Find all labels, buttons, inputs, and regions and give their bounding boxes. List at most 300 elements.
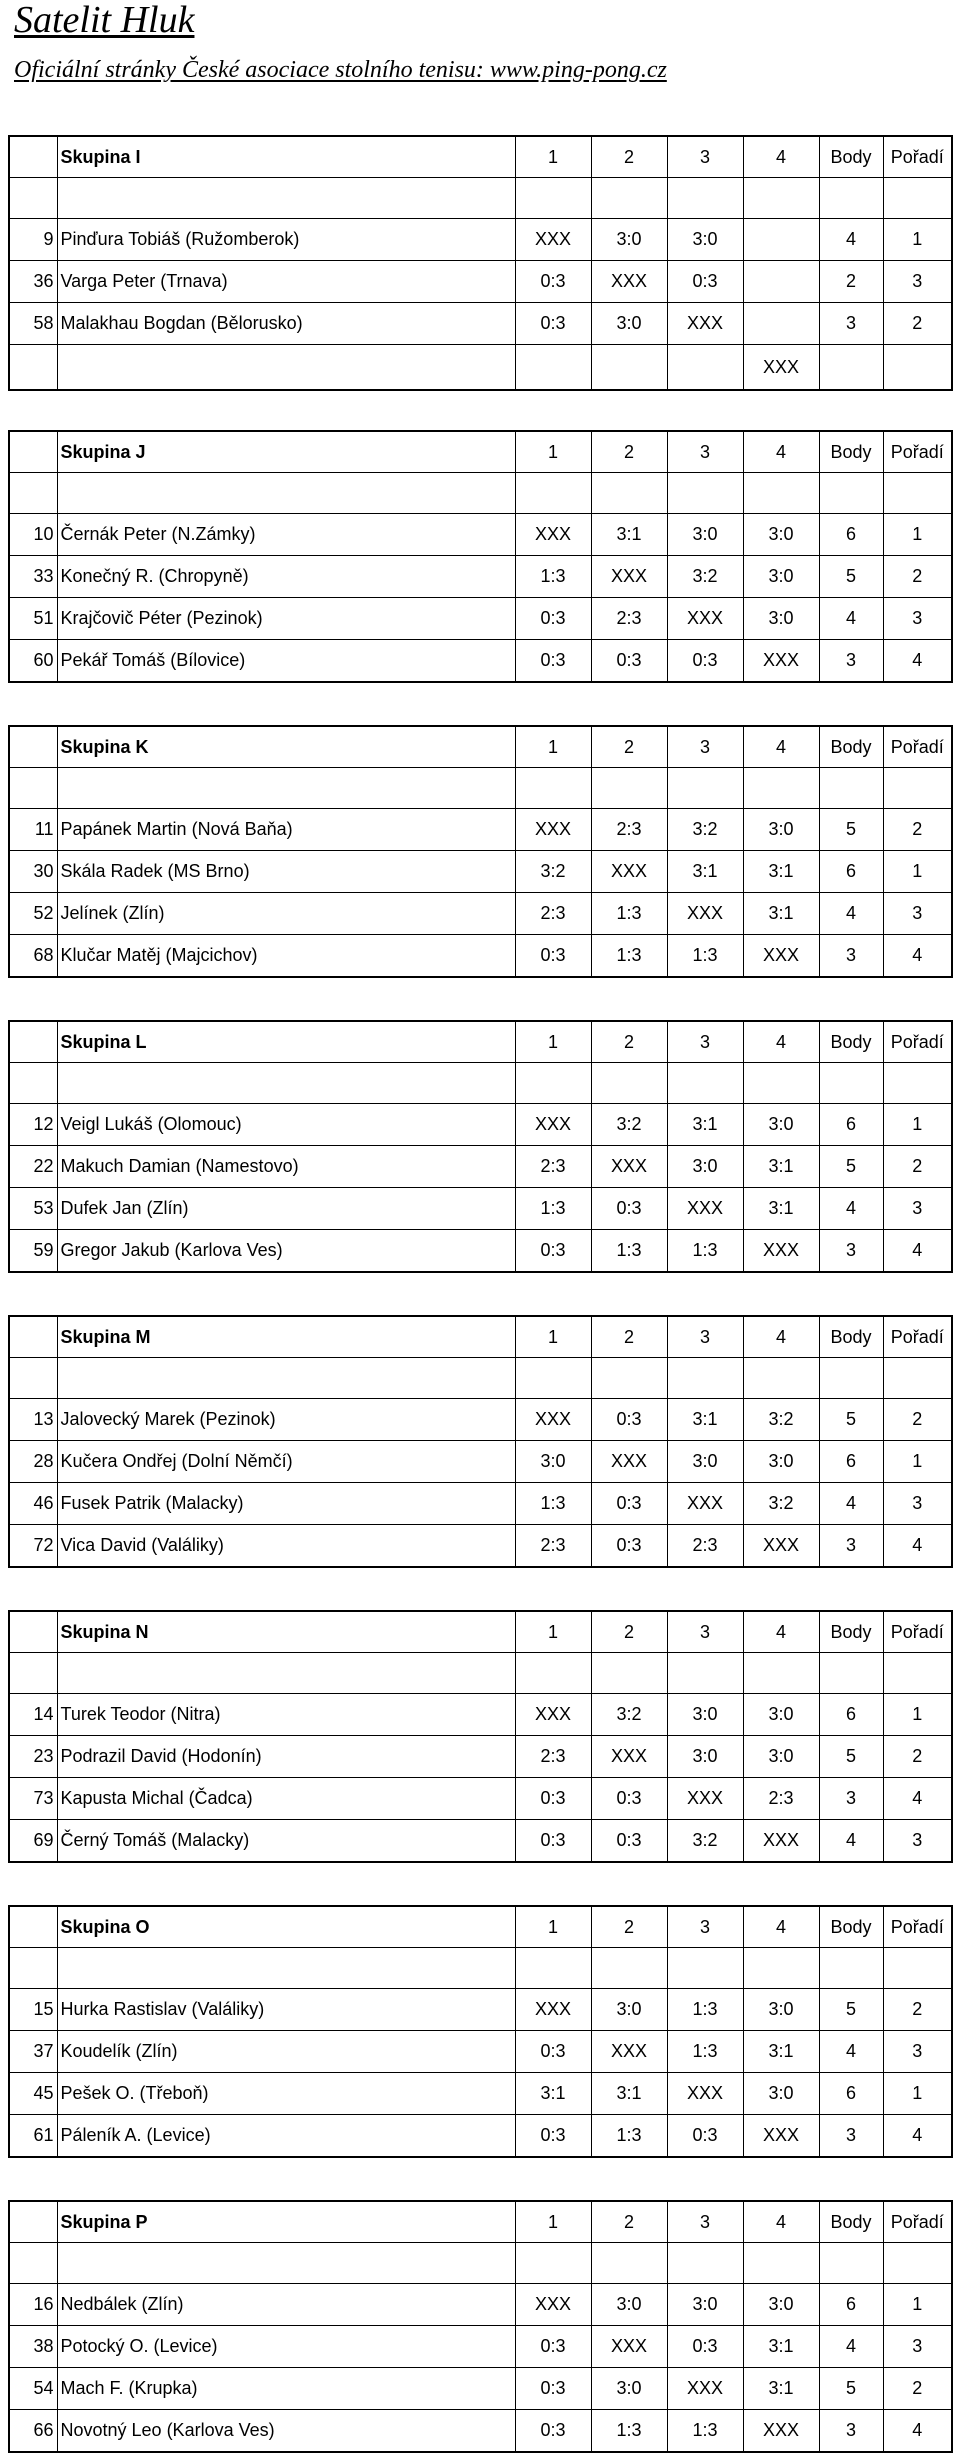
match-result-vs-1: 2:3 — [515, 1525, 591, 1568]
match-result-vs-4: XXX — [743, 1525, 819, 1568]
player-rank: 2 — [883, 556, 952, 598]
player-name: Krajčovič Péter (Pezinok) — [57, 598, 515, 640]
table-row — [9, 640, 952, 683]
player-rank: 4 — [883, 640, 952, 683]
player-name: Jelínek (Zlín) — [57, 893, 515, 935]
empty-cell — [515, 768, 591, 809]
match-result-vs-2: 3:0 — [591, 219, 667, 261]
match-result-vs-3: 3:2 — [667, 1820, 743, 1863]
spacer-row — [9, 2243, 952, 2284]
player-points: 5 — [819, 809, 883, 851]
match-result-vs-1: 0:3 — [515, 261, 591, 303]
match-result-vs-4: XXX — [743, 2410, 819, 2453]
player-points: 4 — [819, 893, 883, 935]
column-header-4: 4 — [743, 1906, 819, 1948]
table-row — [9, 598, 952, 640]
match-result-vs-3: 3:0 — [667, 1694, 743, 1736]
match-result-vs-3: 3:0 — [667, 1146, 743, 1188]
player-name: Pešek O. (Třeboň) — [57, 2073, 515, 2115]
match-result-vs-1: 1:3 — [515, 1483, 591, 1525]
match-result-vs-2: 0:3 — [591, 1778, 667, 1820]
match-result-vs-3: 3:1 — [667, 851, 743, 893]
column-header-1: 1 — [515, 1611, 591, 1653]
player-rank: 1 — [883, 2284, 952, 2326]
empty-cell — [591, 1063, 667, 1104]
match-result-vs-3: XXX — [667, 1483, 743, 1525]
player-seed-number: 16 — [9, 2284, 57, 2326]
match-result-vs-4: 3:0 — [743, 2284, 819, 2326]
table-row — [9, 261, 952, 303]
match-result-vs-4: 3:1 — [743, 2326, 819, 2368]
column-header-3: 3 — [667, 1611, 743, 1653]
page-title: Satelit Hluk — [14, 0, 195, 41]
match-result-vs-1: 2:3 — [515, 1146, 591, 1188]
match-result-vs-3: XXX — [667, 303, 743, 345]
empty-cell — [883, 1358, 952, 1399]
match-result-vs-3: 3:0 — [667, 514, 743, 556]
match-result-vs-1: 0:3 — [515, 935, 591, 978]
player-seed-number: 58 — [9, 303, 57, 345]
player-name: Černák Peter (N.Zámky) — [57, 514, 515, 556]
empty-cell — [819, 178, 883, 219]
column-header-1: 1 — [515, 431, 591, 473]
player-points: 6 — [819, 851, 883, 893]
player-name: Černý Tomáš (Malacky) — [57, 1820, 515, 1863]
player-points: 6 — [819, 514, 883, 556]
player-points: 4 — [819, 2031, 883, 2073]
player-points: 6 — [819, 1694, 883, 1736]
empty-cell — [57, 1358, 515, 1399]
group-table-n — [8, 1610, 953, 1863]
match-result-vs-4: 3:0 — [743, 598, 819, 640]
match-result-vs-4: 3:2 — [743, 1483, 819, 1525]
player-rank: 3 — [883, 893, 952, 935]
match-result-vs-3: 1:3 — [667, 2410, 743, 2453]
player-rank: 2 — [883, 1399, 952, 1441]
player-points: 6 — [819, 1104, 883, 1146]
player-name: Klučar Matěj (Majcichov) — [57, 935, 515, 978]
match-result-vs-4: 3:2 — [743, 1399, 819, 1441]
match-result-vs-2: 3:0 — [591, 1989, 667, 2031]
column-header-1: 1 — [515, 1021, 591, 1063]
match-result-vs-1: 3:1 — [515, 2073, 591, 2115]
match-result-vs-1: 0:3 — [515, 303, 591, 345]
player-name: Mach F. (Krupka) — [57, 2368, 515, 2410]
match-result-vs-4: 2:3 — [743, 1778, 819, 1820]
match-result-vs-1 — [515, 345, 591, 391]
player-name: Jalovecký Marek (Pezinok) — [57, 1399, 515, 1441]
spacer-row — [9, 178, 952, 219]
match-result-vs-2: XXX — [591, 1736, 667, 1778]
player-name: Gregor Jakub (Karlova Ves) — [57, 1230, 515, 1273]
match-result-vs-4: 3:1 — [743, 1146, 819, 1188]
group-name: Skupina O — [57, 1906, 515, 1948]
match-result-vs-4: XXX — [743, 1820, 819, 1863]
empty-cell — [57, 1653, 515, 1694]
player-name: Novotný Leo (Karlova Ves) — [57, 2410, 515, 2453]
header-empty-cell — [9, 1316, 57, 1358]
match-result-vs-1: 0:3 — [515, 598, 591, 640]
match-result-vs-3: XXX — [667, 598, 743, 640]
match-result-vs-4: 3:1 — [743, 2031, 819, 2073]
empty-cell — [819, 473, 883, 514]
group-name: Skupina P — [57, 2201, 515, 2243]
player-rank: 3 — [883, 1188, 952, 1230]
player-seed-number: 10 — [9, 514, 57, 556]
group-name: Skupina I — [57, 136, 515, 178]
match-result-vs-1: 0:3 — [515, 640, 591, 683]
match-result-vs-1: XXX — [515, 809, 591, 851]
table-row — [9, 303, 952, 345]
player-name: Podrazil David (Hodonín) — [57, 1736, 515, 1778]
header-empty-cell — [9, 2201, 57, 2243]
player-seed-number: 46 — [9, 1483, 57, 1525]
player-points: 4 — [819, 598, 883, 640]
player-seed-number: 14 — [9, 1694, 57, 1736]
player-seed-number: 11 — [9, 809, 57, 851]
match-result-vs-2: XXX — [591, 261, 667, 303]
table-row — [9, 1230, 952, 1273]
player-rank: 4 — [883, 1778, 952, 1820]
empty-cell — [883, 473, 952, 514]
player-name: Fusek Patrik (Malacky) — [57, 1483, 515, 1525]
column-header-1: 1 — [515, 1316, 591, 1358]
match-result-vs-3: 2:3 — [667, 1525, 743, 1568]
column-header-2: 2 — [591, 136, 667, 178]
table-row — [9, 1441, 952, 1483]
player-seed-number: 60 — [9, 640, 57, 683]
player-points: 3 — [819, 2115, 883, 2158]
empty-cell — [9, 1653, 57, 1694]
table-row — [9, 2115, 952, 2158]
empty-cell — [57, 178, 515, 219]
player-name: Koudelík (Zlín) — [57, 2031, 515, 2073]
player-seed-number: 73 — [9, 1778, 57, 1820]
match-result-vs-2: XXX — [591, 2031, 667, 2073]
table-row — [9, 809, 952, 851]
match-result-vs-3: 3:0 — [667, 1736, 743, 1778]
table-row — [9, 2284, 952, 2326]
table-row — [9, 2410, 952, 2453]
player-name: Makuch Damian (Namestovo) — [57, 1146, 515, 1188]
spacer-row — [9, 1948, 952, 1989]
table-row — [9, 2368, 952, 2410]
empty-cell — [667, 768, 743, 809]
match-result-vs-3: 0:3 — [667, 640, 743, 683]
column-header-rank: Pořadí — [883, 2201, 952, 2243]
column-header-points: Body — [819, 1906, 883, 1948]
empty-cell — [515, 1948, 591, 1989]
match-result-vs-4: 3:0 — [743, 1441, 819, 1483]
empty-cell — [515, 1063, 591, 1104]
player-rank: 1 — [883, 851, 952, 893]
empty-cell — [743, 2243, 819, 2284]
match-result-vs-2: 3:0 — [591, 2368, 667, 2410]
player-points: 4 — [819, 1820, 883, 1863]
player-rank: 2 — [883, 303, 952, 345]
player-rank: 4 — [883, 2410, 952, 2453]
table-row — [9, 1736, 952, 1778]
match-result-vs-1: 1:3 — [515, 556, 591, 598]
match-result-vs-2: 2:3 — [591, 809, 667, 851]
player-name — [57, 345, 515, 391]
column-header-3: 3 — [667, 1906, 743, 1948]
column-header-4: 4 — [743, 1611, 819, 1653]
empty-cell — [9, 2243, 57, 2284]
spacer-row — [9, 1653, 952, 1694]
match-result-vs-4: XXX — [743, 345, 819, 391]
player-seed-number: 38 — [9, 2326, 57, 2368]
group-name: Skupina N — [57, 1611, 515, 1653]
empty-cell — [9, 768, 57, 809]
empty-cell — [9, 473, 57, 514]
player-seed-number: 54 — [9, 2368, 57, 2410]
empty-cell — [57, 2243, 515, 2284]
player-points — [819, 345, 883, 391]
match-result-vs-1: 0:3 — [515, 2368, 591, 2410]
empty-cell — [591, 1948, 667, 1989]
group-table-i — [8, 135, 953, 391]
match-result-vs-4: 3:0 — [743, 2073, 819, 2115]
empty-cell — [591, 473, 667, 514]
match-result-vs-2: 1:3 — [591, 2115, 667, 2158]
header-empty-cell — [9, 1611, 57, 1653]
column-header-3: 3 — [667, 726, 743, 768]
empty-cell — [743, 473, 819, 514]
empty-cell — [743, 1358, 819, 1399]
match-result-vs-2: 0:3 — [591, 640, 667, 683]
column-header-3: 3 — [667, 2201, 743, 2243]
page-subtitle: Oficiální stránky České asociace stolního tenisu: www.ping-pong.cz — [14, 57, 667, 83]
player-rank: 1 — [883, 1104, 952, 1146]
empty-cell — [591, 178, 667, 219]
player-name: Nedbálek (Zlín) — [57, 2284, 515, 2326]
group-header-row — [9, 1316, 952, 1358]
match-result-vs-3: 1:3 — [667, 1989, 743, 2031]
match-result-vs-3 — [667, 345, 743, 391]
empty-cell — [743, 1948, 819, 1989]
player-name: Pekář Tomáš (Bílovice) — [57, 640, 515, 683]
empty-cell — [57, 473, 515, 514]
empty-cell — [883, 768, 952, 809]
table-row — [9, 893, 952, 935]
player-seed-number: 15 — [9, 1989, 57, 2031]
match-result-vs-1: XXX — [515, 2284, 591, 2326]
match-result-vs-2: XXX — [591, 556, 667, 598]
match-result-vs-2: 1:3 — [591, 893, 667, 935]
player-rank: 1 — [883, 2073, 952, 2115]
player-name: Páleník A. (Levice) — [57, 2115, 515, 2158]
header-empty-cell — [9, 726, 57, 768]
player-points: 4 — [819, 1188, 883, 1230]
table-row — [9, 1483, 952, 1525]
group-table-o — [8, 1905, 953, 2158]
empty-cell — [667, 1948, 743, 1989]
player-seed-number: 12 — [9, 1104, 57, 1146]
player-points: 6 — [819, 2073, 883, 2115]
column-header-rank: Pořadí — [883, 431, 952, 473]
player-seed-number: 53 — [9, 1188, 57, 1230]
empty-cell — [883, 178, 952, 219]
match-result-vs-2: XXX — [591, 1441, 667, 1483]
match-result-vs-3: XXX — [667, 2368, 743, 2410]
empty-cell — [743, 768, 819, 809]
table-row — [9, 1188, 952, 1230]
match-result-vs-3: 3:0 — [667, 219, 743, 261]
empty-cell — [667, 2243, 743, 2284]
group-table-j — [8, 430, 953, 683]
player-seed-number: 45 — [9, 2073, 57, 2115]
match-result-vs-1: 3:0 — [515, 1441, 591, 1483]
match-result-vs-2: 0:3 — [591, 1820, 667, 1863]
player-rank: 2 — [883, 2368, 952, 2410]
player-seed-number: 28 — [9, 1441, 57, 1483]
match-result-vs-2: XXX — [591, 2326, 667, 2368]
match-result-vs-3: XXX — [667, 1188, 743, 1230]
column-header-4: 4 — [743, 726, 819, 768]
column-header-points: Body — [819, 1316, 883, 1358]
player-seed-number: 22 — [9, 1146, 57, 1188]
empty-cell — [743, 1653, 819, 1694]
player-name: Papánek Martin (Nová Baňa) — [57, 809, 515, 851]
column-header-rank: Pořadí — [883, 1611, 952, 1653]
match-result-vs-1: 1:3 — [515, 1188, 591, 1230]
player-points: 2 — [819, 261, 883, 303]
table-row — [9, 2031, 952, 2073]
table-row — [9, 1399, 952, 1441]
player-rank: 1 — [883, 514, 952, 556]
player-rank: 3 — [883, 598, 952, 640]
match-result-vs-3: 0:3 — [667, 261, 743, 303]
match-result-vs-3: XXX — [667, 2073, 743, 2115]
match-result-vs-2: XXX — [591, 1146, 667, 1188]
match-result-vs-4: 3:0 — [743, 1104, 819, 1146]
header-empty-cell — [9, 136, 57, 178]
table-row — [9, 1525, 952, 1568]
match-result-vs-2: 0:3 — [591, 1188, 667, 1230]
match-result-vs-4: XXX — [743, 1230, 819, 1273]
table-row — [9, 219, 952, 261]
column-header-2: 2 — [591, 2201, 667, 2243]
column-header-2: 2 — [591, 1021, 667, 1063]
match-result-vs-1: 0:3 — [515, 2326, 591, 2368]
player-seed-number: 36 — [9, 261, 57, 303]
player-rank: 3 — [883, 1820, 952, 1863]
match-result-vs-4: 3:0 — [743, 1736, 819, 1778]
table-row — [9, 1820, 952, 1863]
match-result-vs-1: 0:3 — [515, 2031, 591, 2073]
player-seed-number: 52 — [9, 893, 57, 935]
empty-cell — [667, 178, 743, 219]
match-result-vs-4: 3:0 — [743, 514, 819, 556]
player-points: 6 — [819, 2284, 883, 2326]
empty-cell — [819, 1948, 883, 1989]
empty-cell — [9, 1358, 57, 1399]
empty-cell — [515, 473, 591, 514]
column-header-3: 3 — [667, 136, 743, 178]
player-rank: 2 — [883, 1146, 952, 1188]
spacer-row — [9, 768, 952, 809]
empty-cell — [743, 1063, 819, 1104]
empty-cell — [515, 178, 591, 219]
player-points: 3 — [819, 935, 883, 978]
player-rank: 4 — [883, 2115, 952, 2158]
empty-cell — [591, 2243, 667, 2284]
match-result-vs-2: 3:1 — [591, 2073, 667, 2115]
match-result-vs-3: 3:1 — [667, 1399, 743, 1441]
player-seed-number: 37 — [9, 2031, 57, 2073]
table-row — [9, 2073, 952, 2115]
header-empty-cell — [9, 431, 57, 473]
player-rank: 2 — [883, 809, 952, 851]
empty-cell — [819, 768, 883, 809]
column-header-points: Body — [819, 1611, 883, 1653]
empty-cell — [591, 768, 667, 809]
match-result-vs-2: 1:3 — [591, 935, 667, 978]
table-row — [9, 514, 952, 556]
group-table-p — [8, 2200, 953, 2453]
player-points: 4 — [819, 1483, 883, 1525]
match-result-vs-4: 3:1 — [743, 2368, 819, 2410]
player-points: 4 — [819, 219, 883, 261]
player-name: Potocký O. (Levice) — [57, 2326, 515, 2368]
player-seed-number: 51 — [9, 598, 57, 640]
column-header-4: 4 — [743, 2201, 819, 2243]
match-result-vs-4: XXX — [743, 2115, 819, 2158]
player-points: 3 — [819, 2410, 883, 2453]
table-row — [9, 2326, 952, 2368]
match-result-vs-4 — [743, 219, 819, 261]
player-rank: 4 — [883, 935, 952, 978]
player-name: Dufek Jan (Zlín) — [57, 1188, 515, 1230]
player-points: 3 — [819, 1525, 883, 1568]
group-table-m — [8, 1315, 953, 1568]
column-header-4: 4 — [743, 1021, 819, 1063]
player-points: 3 — [819, 303, 883, 345]
match-result-vs-1: 2:3 — [515, 893, 591, 935]
match-result-vs-4: 3:1 — [743, 893, 819, 935]
column-header-1: 1 — [515, 2201, 591, 2243]
column-header-3: 3 — [667, 431, 743, 473]
match-result-vs-4: 3:1 — [743, 851, 819, 893]
match-result-vs-1: XXX — [515, 1989, 591, 2031]
match-result-vs-4: 3:0 — [743, 1989, 819, 2031]
empty-cell — [819, 1653, 883, 1694]
empty-cell — [819, 1358, 883, 1399]
player-points: 5 — [819, 2368, 883, 2410]
player-rank: 2 — [883, 1736, 952, 1778]
empty-cell — [57, 1063, 515, 1104]
match-result-vs-3: 3:2 — [667, 556, 743, 598]
player-points: 6 — [819, 1441, 883, 1483]
group-table-l — [8, 1020, 953, 1273]
match-result-vs-2: 0:3 — [591, 1525, 667, 1568]
spacer-row — [9, 1358, 952, 1399]
table-row — [9, 556, 952, 598]
player-points: 5 — [819, 1736, 883, 1778]
column-header-points: Body — [819, 2201, 883, 2243]
player-seed-number: 69 — [9, 1820, 57, 1863]
column-header-points: Body — [819, 136, 883, 178]
group-header-row — [9, 1906, 952, 1948]
player-name: Kučera Ondřej (Dolní Němčí) — [57, 1441, 515, 1483]
match-result-vs-2: 0:3 — [591, 1483, 667, 1525]
empty-cell — [667, 473, 743, 514]
match-result-vs-3: 1:3 — [667, 1230, 743, 1273]
table-row — [9, 935, 952, 978]
empty-cell — [883, 1653, 952, 1694]
match-result-vs-2: 2:3 — [591, 598, 667, 640]
